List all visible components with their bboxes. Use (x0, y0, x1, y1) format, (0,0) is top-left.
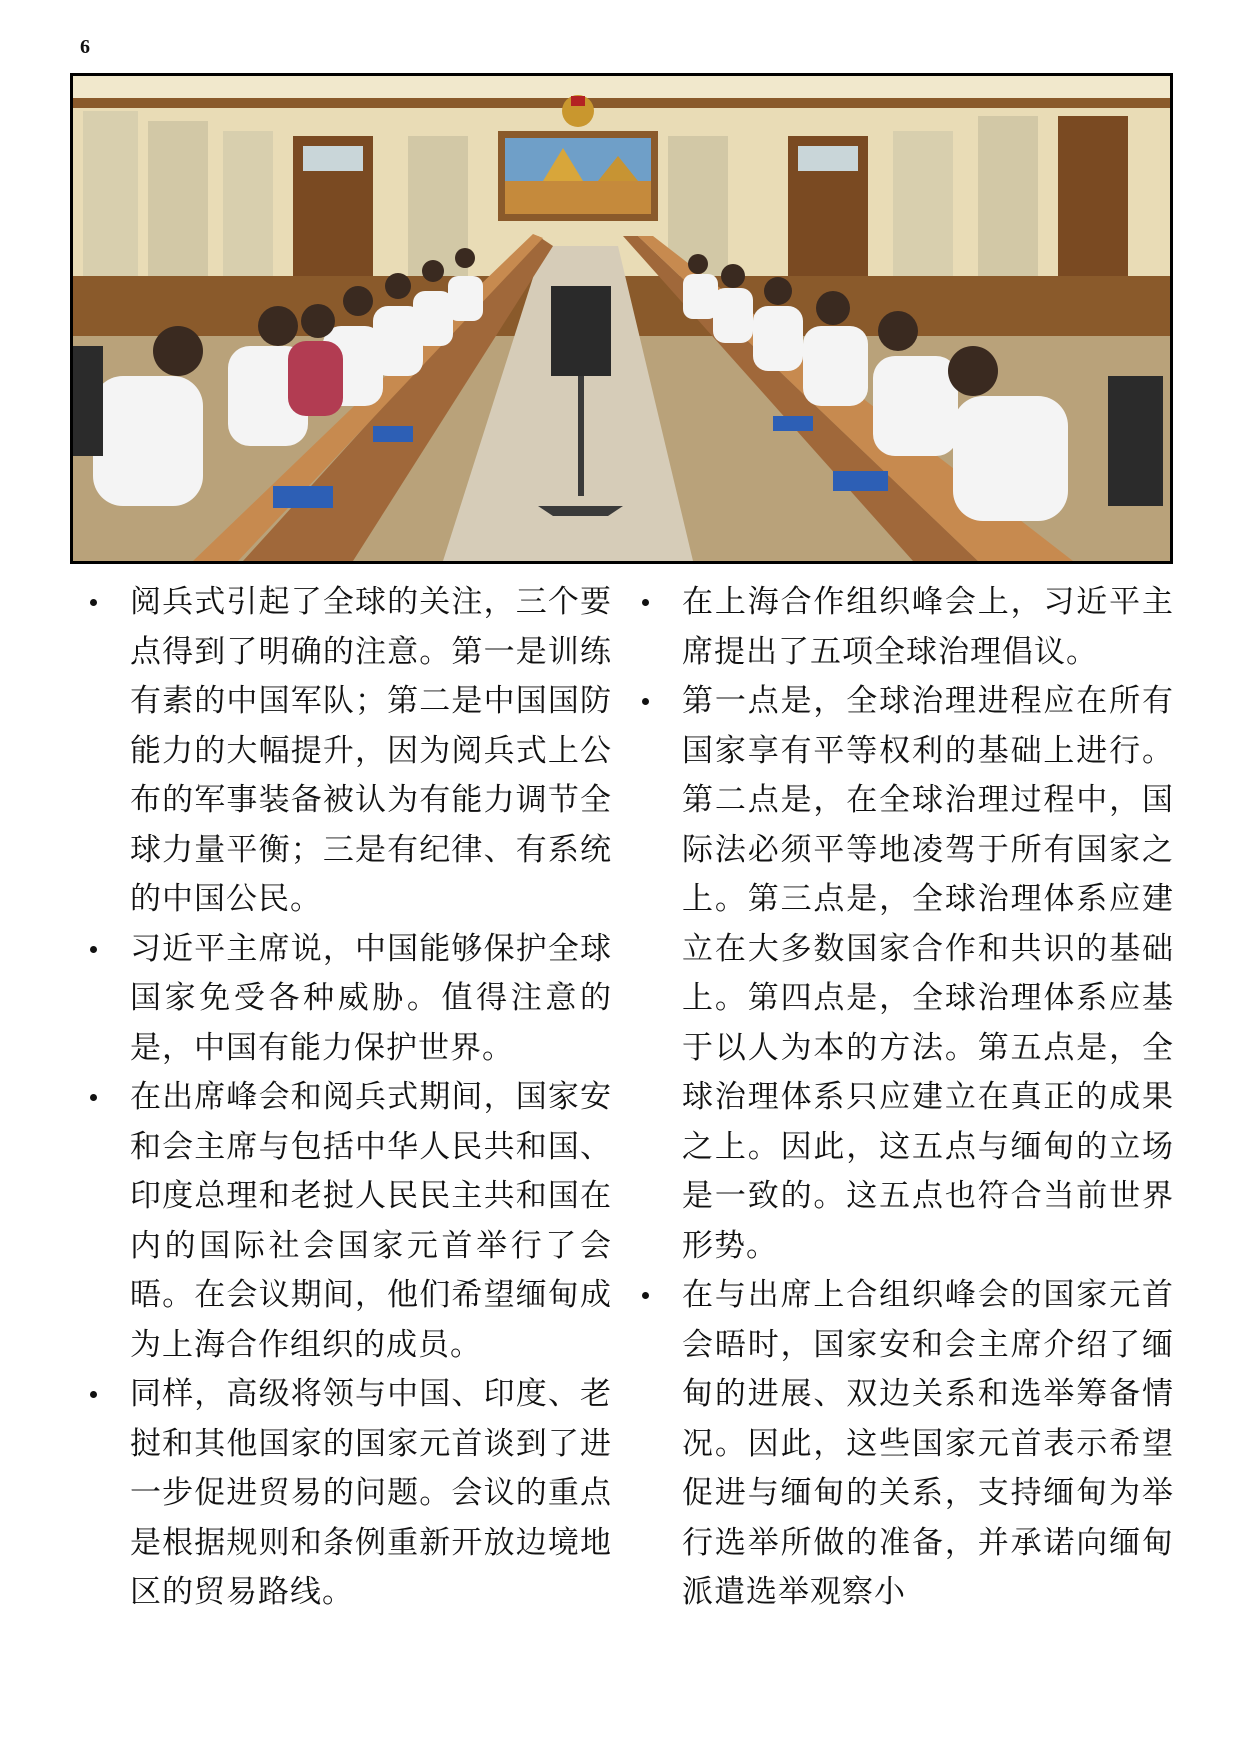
right-column (634, 578, 1174, 1618)
list-item (634, 578, 1174, 677)
list-item-text: 在上海合作组织峰会上，习近平主席提出了五项全球治理倡议。 (682, 584, 1174, 670)
list-item-text: 第一点是，全球治理进程应在所有国家享有平等权利的基础上进行。第二点是，在全球治理过程中，国际法必须平等地凌驾于所有国家之上。第三点是，全球治理体系应建立在大多数国家合作和共识的基础上。第四点是，全球治理体系应基于以人为本的方法。第五点是，全球治理体系只应建立在真正的成果之上。因此，这五点与缅甸的立场是一致的。这五点也符合当前世界形势。 (682, 683, 1174, 1264)
meeting-photo (70, 73, 1173, 564)
list-item-text: 在出席峰会和阅兵式期间，国家安和会主席与包括中华人民共和国、印度总理和老挝人民民主共和国在内的国际社会国家元首举行了会晤。在会议期间，他们希望缅甸成为上海合作组织的成员。 (130, 1079, 612, 1363)
bullet-icon (90, 599, 97, 606)
left-bullet-list (82, 578, 612, 1618)
list-item-text: 同样，高级将领与中国、印度、老挝和其他国家的国家元首谈到了进一步促进贸易的问题。会议的重点是根据规则和条例重新开放边境地区的贸易路线。 (130, 1376, 612, 1610)
bullet-icon (642, 599, 649, 606)
list-item-text: 习近平主席说，中国能够保护全球国家免受各种威胁。值得注意的是，中国有能力保护世界。 (130, 930, 612, 1066)
list-item (82, 1073, 612, 1370)
bullet-icon (90, 1391, 97, 1398)
list-item (82, 1370, 612, 1618)
bullet-icon (642, 1292, 649, 1299)
list-item-text: 在与出席上合组织峰会的国家元首会晤时，国家安和会主席介绍了缅甸的进展、双边关系和选举筹备情况。因此，这些国家元首表示希望促进与缅甸的关系，支持缅甸为举行选举所做的准备，并承诺向缅甸派遣选举观察小 (682, 1277, 1174, 1610)
bullet-icon (90, 1094, 97, 1101)
bullet-icon (90, 946, 97, 953)
page-number: 6 (80, 36, 90, 58)
list-item (634, 1271, 1174, 1618)
list-item (82, 578, 612, 925)
meeting-photo-illustration (73, 76, 1170, 561)
bullet-icon (642, 698, 649, 705)
list-item (634, 677, 1174, 1271)
list-item (82, 925, 612, 1074)
left-column (82, 578, 612, 1618)
list-item-text: 阅兵式引起了全球的关注，三个要点得到了明确的注意。第一是训练有素的中国军队；第二是中国国防能力的大幅提升，因为阅兵式上公布的军事装备被认为有能力调节全球力量平衡；三是有纪律、有系统的中国公民。 (130, 584, 612, 917)
right-bullet-list (634, 578, 1174, 1618)
